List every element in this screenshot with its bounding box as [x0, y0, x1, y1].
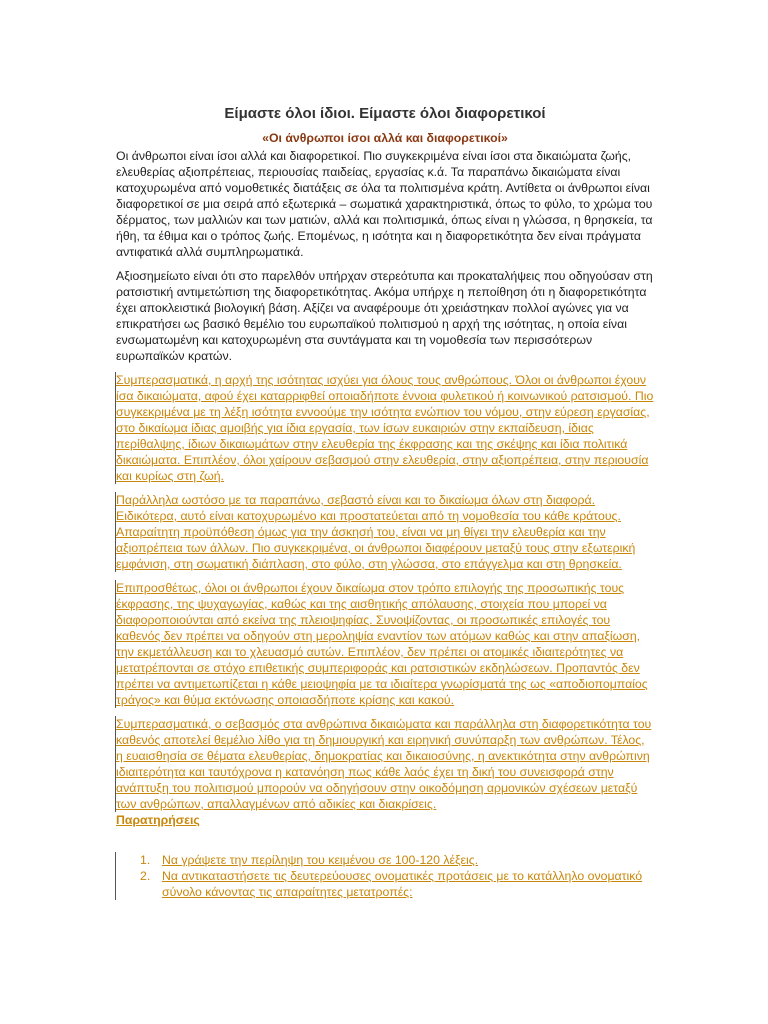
list-item-number: 1. [140, 853, 151, 867]
document-content [116, 100, 654, 900]
highlighted-text-4: Συμπερασματικά, ο σεβασμός στα ανθρώπινα δικαιώματα και παράλληλα στη διαφορετικότητα του καθενός αποτελεί θεμέλιο λίθο για τη δημιουργική και ειρηνική συνύπαρξη των ανθρώπων. Τέλος, η ευαισθησία σε θέματα ελευθερίας, δημοκρατίας και δικαιοσύνης, η ανεκτικότητα στην ανθρώπινη ιδιαιτερότητα και ταυτόχρονα η κατανόηση πως κάθε λαός έχει τη δική του συνεισφορά στην ανάπτυξη του πολιτισμού μπορούν να οδηγήσουν στην οικοδόμηση αρμονικών σχέσεων μεταξύ των ανθρώπων, απαλλαγμένων από αδικίες και διακρίσεις. [116, 717, 652, 811]
page-title: Είμαστε όλοι ίδιοι. Είμαστε όλοι διαφορετικοί [224, 105, 546, 122]
paragraph-2: Αξιοσημείωτο είναι ότι στο παρελθόν υπήρχαν στερεότυπα και προκαταλήψεις που οδηγούσαν στη ρατσιστική αντιμετώπιση της διαφορετικότητας. Ακόμα υπήρχε η πεποίθηση ότι η διαφορετικότητα έχει αποκλειστικά βιολογική βάση. Αξίζει να αναφέρουμε ότι χρειάστηκαν πολλοί αγώνες για να επικρατήσει ως βασικό θεμέλιο του ευρωπαϊκού πολιτισμού η αρχή της ισότητας, η οποία είναι ενσωματωμένη και κατοχυρωμένη στα συντάγματα και τη νομοθεσία των περισσότερων ευρωπαϊκών κρατών. [116, 269, 653, 363]
highlighted-paragraph-1 [115, 372, 654, 484]
list-item-text: Να γράψετε την περίληψη του κειμένου σε 100-120 λέξεις. [162, 853, 479, 867]
list-item-text: Να αντικαταστήσετε τις δευτερεύουσες ονοματικές προτάσεις με το κατάλληλο ονοματικό σύνολο κάνοντας τις απαραίτητες μετατροπές: [162, 869, 643, 899]
highlighted-text-3: Επιπροσθέτως, όλοι οι άνθρωποι έχουν δικαίωμα στον τρόπο επιλογής της προσωπικής τους έκφρασης, της ψυχαγωγίας, καθώς και της αισθητικής απόλαυσης, στοιχεία που μπορεί να διαφοροποιούνται από εκείνα της πλειοψηφίας. Συνοψίζοντας, οι προσωπικές επιλογές του καθενός δεν πρέπει να οδηγούν στη μεροληψία εναντίον των ατόμων καθώς και στην απαξίωση, την εκμετάλλευση και το χλευασμό αυτών. Επιπλέον, δεν πρέπει οι ατομικές ιδιαιτερότητες να μετατρέπονται σε στόχο επιθετικής συμπεριφοράς και ρατσιστικών εκδηλώσεων. Προπαντός δεν πρέπει να αντιμετωπίζεται η κάθε μειοψηφία με τα ιδιαίτερα γνωρίσματά της ως «αποδιοπομπαίος τράγος» και θύμα εκτόνωσης οποιασδήποτε κρίσης και κακού. [116, 581, 648, 707]
highlighted-paragraph-2 [115, 492, 654, 572]
page-subtitle: «Οι άνθρωποι ίσοι αλλά και διαφορετικοί» [262, 131, 508, 145]
notes-heading: Παρατηρήσεις [116, 813, 200, 827]
list-item-number: 2. [140, 869, 151, 883]
highlighted-paragraph-3 [115, 580, 654, 708]
notes-list [115, 852, 654, 900]
highlighted-text-2: Παράλληλα ωστόσο με τα παραπάνω, σεβαστό είναι και το δικαίωμα όλων στη διαφορά. Ειδικότερα, αυτό είναι κατοχυρωμένο και προστατεύεται από τη νομοθεσία του κάθε κράτους. Απαραίτητη προϋπόθεση όμως για την άσκησή του, είναι να μη θίγει την ελευθερία και την αξιοπρέπεια των άλλων. Πιο συγκεκριμένα, οι άνθρωποι διαφέρουν μεταξύ τους στην εξωτερική εμφάνιση, στη σωματική διάπλαση, στο φύλο, στη γλώσσα, στο επάγγελμα και στη θρησκεία. [116, 493, 636, 571]
highlighted-text-1: Συμπερασματικά, η αρχή της ισότητας ισχύει για όλους τους ανθρώπους. Όλοι οι άνθρωποι έχουν ίσα δικαιώματα, αφού έχει καταρριφθεί οποιαδήποτε έννοια φυλετικού ή κοινωνικού ρατσισμού. Πιο συγκεκριμένα με τη λέξη ισότητα εννοούμε την ισότητα ενώπιον του νόμου, στην εύρεση εργασίας, στο δικαίωμα ίδιας αμοιβής για ίδια εργασία, των ίσων ευκαιριών στην εκπαίδευση, ίδιας περίθαλψης, ίδιων δικαιωμάτων στην ελευθερία της έκφρασης και της σκέψης και ίδια πολιτικά δικαιώματα. Επιπλέον, όλοι χαίρουν σεβασμού στην ελευθερία, στην αξιοπρέπεια, στην περιουσία και κυρίως στη ζωή. [116, 373, 654, 483]
list-item [116, 852, 654, 868]
paragraph-1: Οι άνθρωποι είναι ίσοι αλλά και διαφορετικοί. Πιο συγκεκριμένα είναι ίσοι στα δικαιώματα ζωής, ελευθερίας αξιοπρέπειας, περιουσίας παιδείας, εργασίας κ.ά. Τα παραπάνω δικαιώματα είναι κατοχυρωμένα από νομοθετικές διατάξεις σε όλα τα πολιτισμένα κράτη. Αντίθετα οι άνθρωποι είναι διαφορετικοί σε μια σειρά από εξωτερικά – σωματικά χαρακτηριστικά, όπως το φύλο, το χρώμα του δέρματος, των μαλλιών και των ματιών, αλλά και πολιτισμικά, όπως είναι η γλώσσα, η θρησκεία, τα ήθη, τα έθιμα και ο τρόπος ζωής. Επομένως, η ισότητα και η διαφορετικότητα δεν είναι πράγματα αντιφατικά αλλά συμπληρωματικά. [116, 149, 653, 259]
highlighted-paragraph-4 [115, 716, 654, 812]
list-item [116, 868, 654, 900]
